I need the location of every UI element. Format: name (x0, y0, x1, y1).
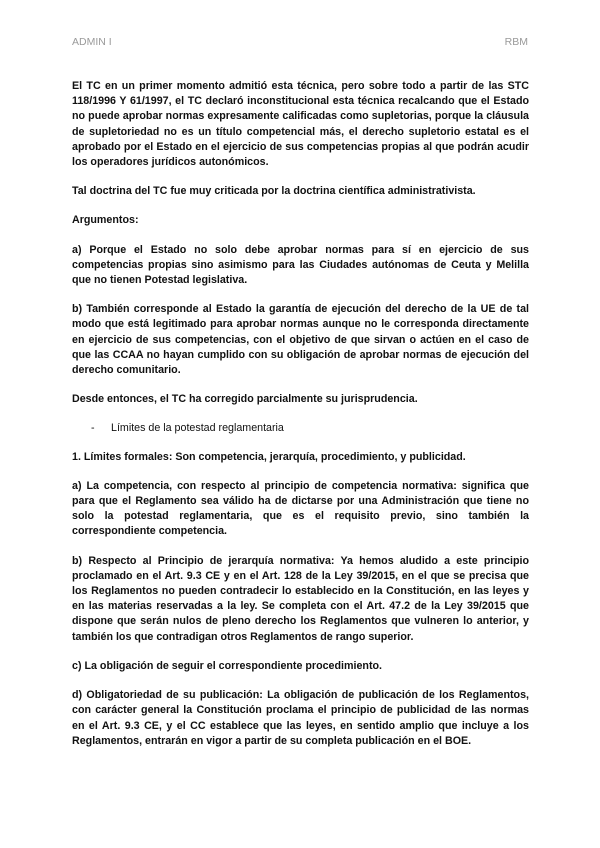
paragraph-jurisprudence: Desde entonces, el TC ha corregido parcialmente su jurisprudencia. (72, 393, 418, 406)
page-header (72, 36, 528, 50)
document-body (72, 79, 529, 763)
paragraph-arguments-heading: Argumentos: (72, 214, 139, 227)
bullet-dash: - (91, 422, 95, 435)
header-left-text: ADMIN I (72, 36, 112, 48)
paragraph-argument-b: b) También corresponde al Estado la garantía de ejecución del derecho de la UE de tal modo que está legitimado para aprobar normas aunque no le corresponda directamente en ejercicio de sus competencias, con el objetivo de que sirvan o actúen en el caso de que las CCAA no hayan cumplido con su obligación de aprobar normas de ejecución del derecho comunitario. (72, 303, 529, 377)
bullet-item (72, 421, 529, 436)
paragraph-tc-doctrine: El TC en un primer momento admitió esta técnica, pero sobre todo a partir de las STC 118/1996 Y 61/1997, el TC declaró inconstitucional esta técnica recalcando que el Estado no puede aprobar normas expresamente calificadas como supletorias, porque la cláusula de supletoriedad no es un título competencial más, el derecho supletorio estatal es el aprobado por el Estado en el ejercicio de sus competencias propias al que podrán acudir los operadores jurídicos autonómicos. (72, 80, 529, 169)
paragraph-procedure: c) La obligación de seguir el correspondiente procedimiento. (72, 659, 382, 672)
paragraph-criticism: Tal doctrina del TC fue muy criticada por la doctrina científica administrativista. (72, 185, 476, 198)
paragraph-competence: a) La competencia, con respecto al principio de competencia normativa: significa que para que el Reglamento sea válido ha de dictarse por una Administración que tiene no solo la potestad reglamentaria, que es el requisito previo, sino también la correspondiente competencia. (72, 479, 529, 538)
header-right-text: RBM (504, 36, 528, 48)
paragraph-publication: d) Obligatoriedad de su publicación: La obligación de publicación de los Reglamentos, con carácter general la Constitución proclama el principio de publicidad de las normas en el Art. 9.3 CE, y el CC establece que las leyes, en sentido amplio que incluye a los Reglamentos, entrarán en vigor a partir de su completa publicación en el BOE. (72, 689, 529, 747)
paragraph-argument-a: a) Porque el Estado no solo debe aprobar normas para sí en ejercicio de sus competencias propias sino asimismo para las Ciudades autónomas de Ceuta y Melilla que no tienen Potestad legislativa. (72, 243, 529, 287)
bullet-text: Límites de la potestad reglamentaria (111, 422, 284, 435)
paragraph-formal-limits: 1. Límites formales: Son competencia, jerarquía, procedimiento, y publicidad. (72, 450, 466, 463)
paragraph-hierarchy: b) Respecto al Principio de jerarquía normativa: Ya hemos aludido a este principio proclamado en el Art. 9.3 CE y en el Art. 128 de la Ley 39/2015, en el que se precisa que los Reglamentos no pueden contradecir lo establecido en la Constitución, en las leyes y en las materias reservadas a la ley. Se completa con el Art. 47.2 de la Ley 39/2015 que dispone que serán nulos de pleno derecho los Reglamentos que vulneren lo anterior, y también los que contradigan otros Reglamentos de rango superior. (72, 554, 529, 643)
